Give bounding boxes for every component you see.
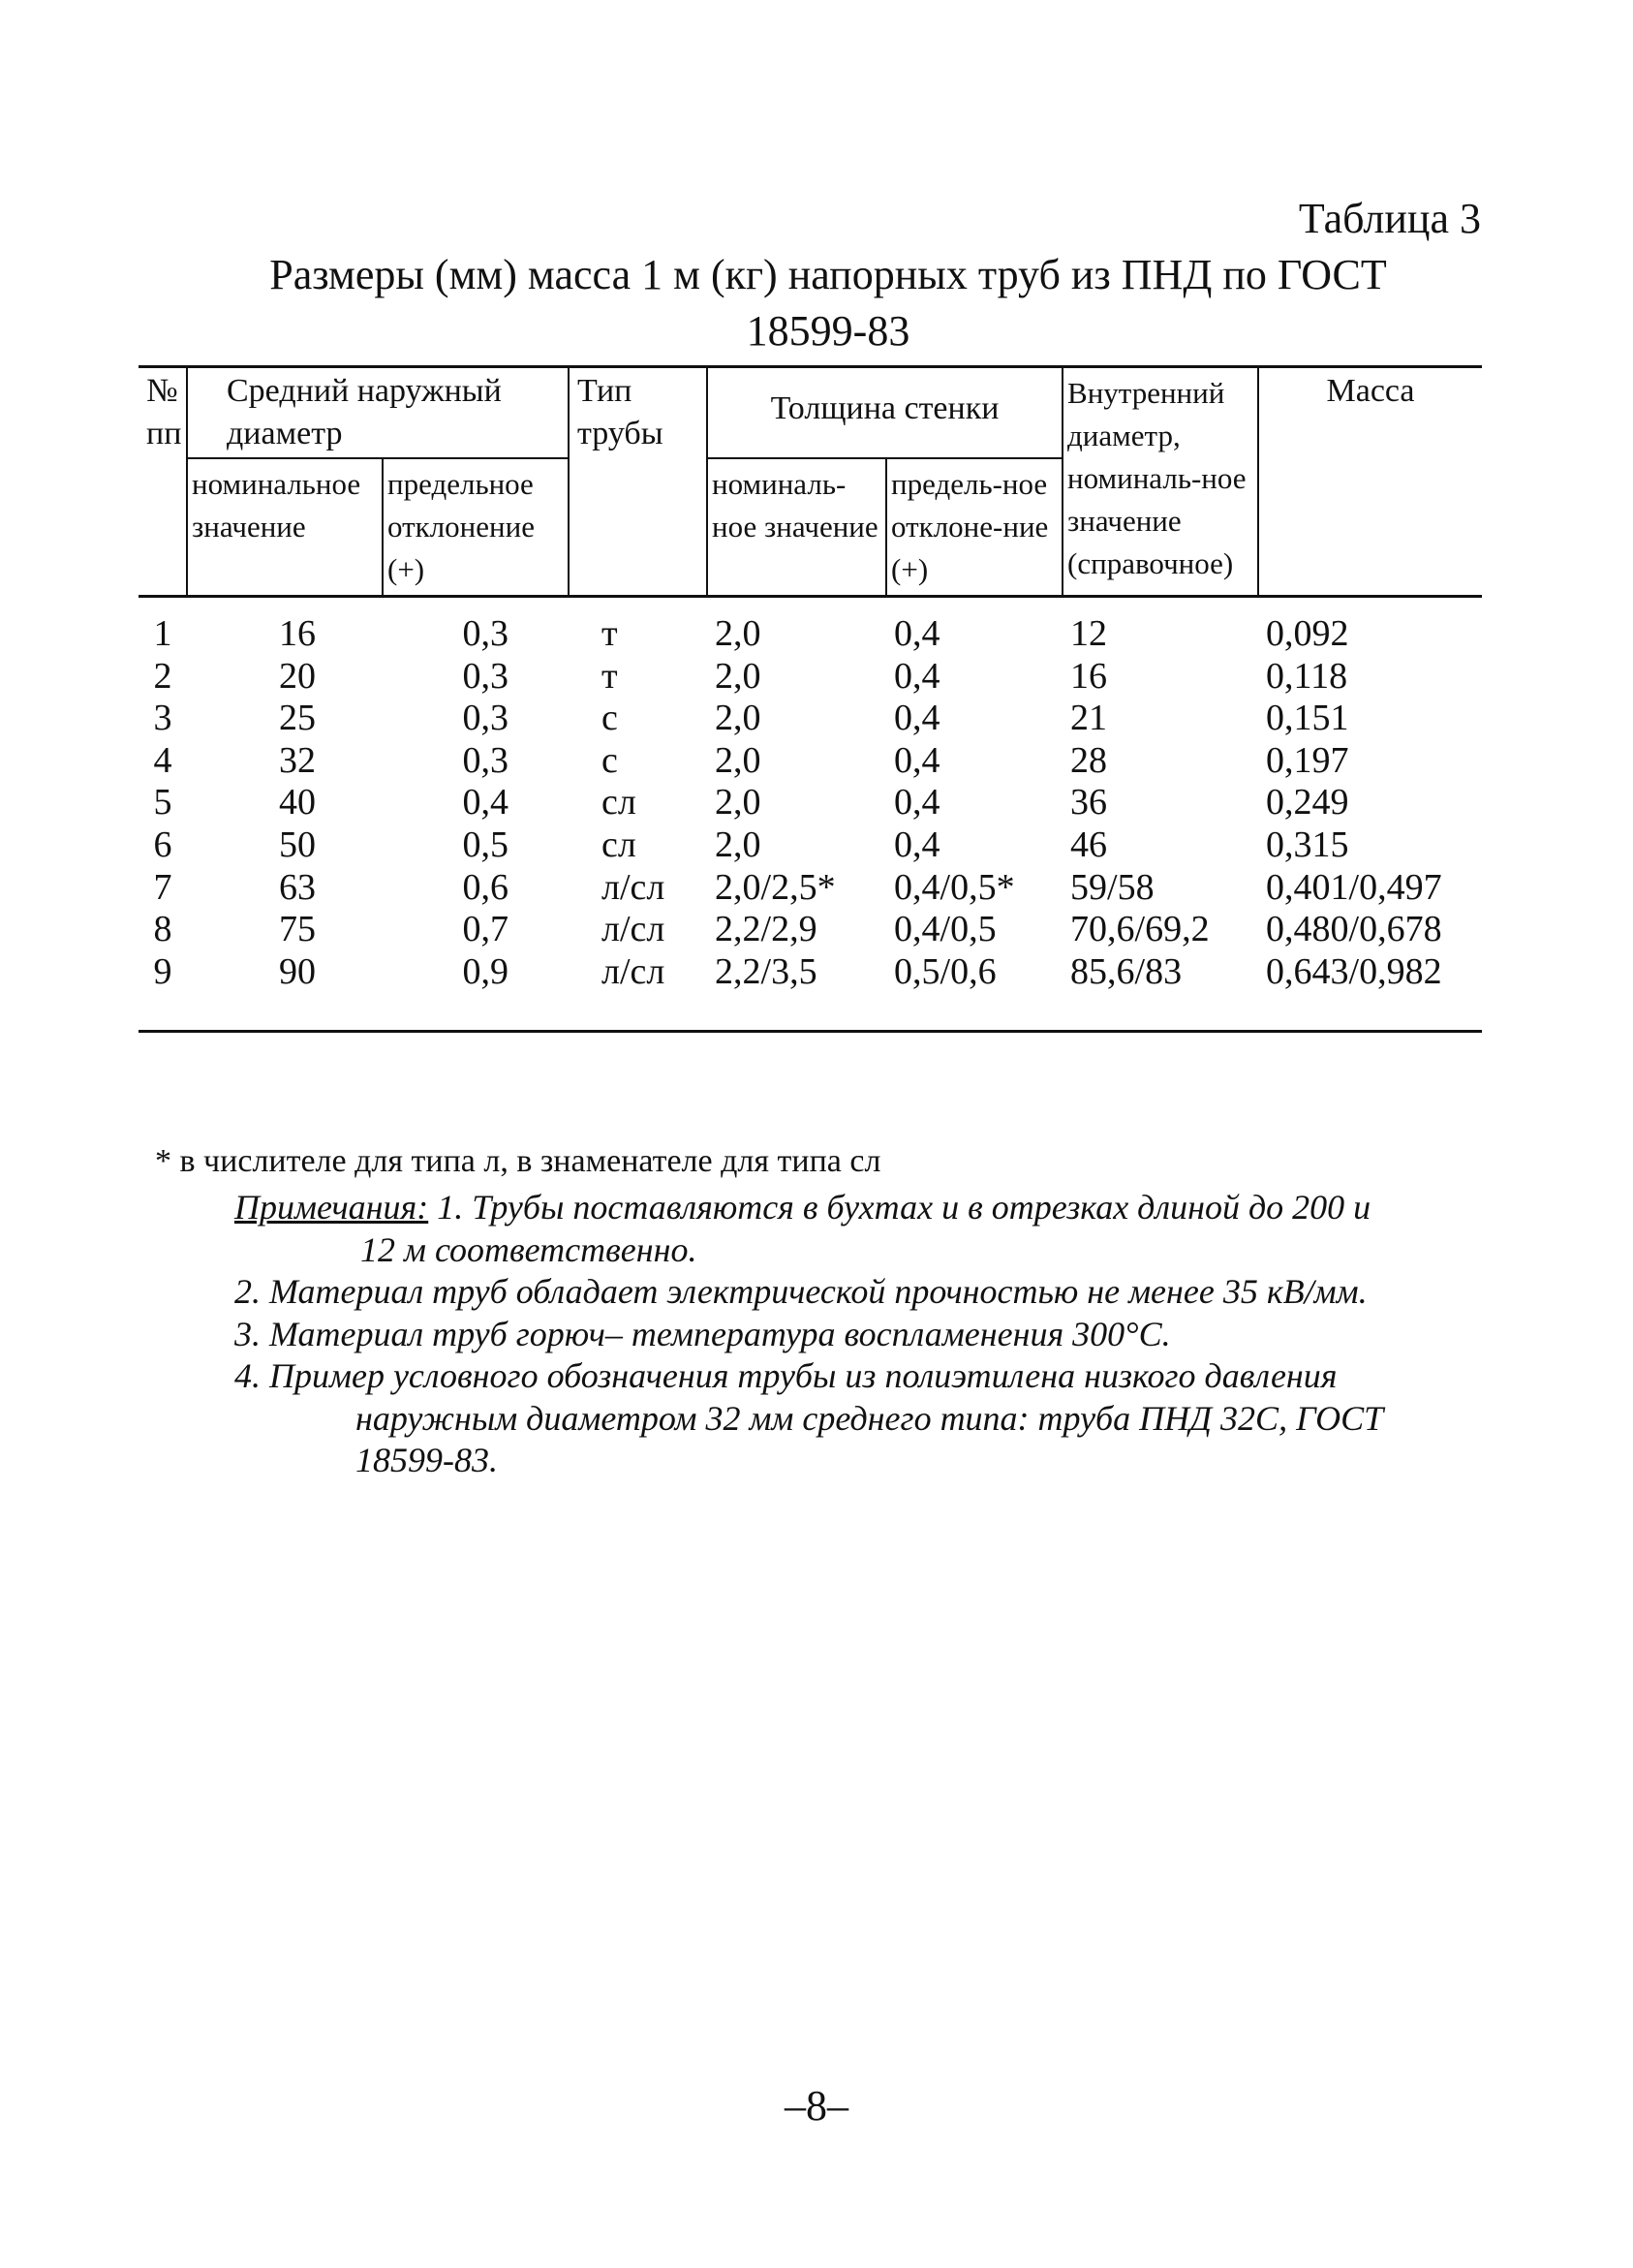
note-2: 2. Материал труб обладает электрической прочностью не менее 35 кВ/мм.: [234, 1272, 1368, 1311]
cell-mass: 0,249: [1266, 782, 1349, 823]
cell-mass: 0,315: [1266, 823, 1349, 865]
header-wt-nominal: номиналь-ное значение: [707, 458, 886, 597]
cell-mass: 0,118: [1266, 655, 1348, 697]
header-wt-deviation: предель-ное отклоне-ние (+): [886, 458, 1063, 597]
cell-od-nominal: 20: [279, 655, 316, 697]
cell-wt-deviation: 0,4/0,5*: [894, 866, 1015, 908]
cell-wt-nominal: 2,2/2,9: [715, 909, 817, 950]
cell-wt-nominal: 2,0: [715, 698, 761, 739]
cell-od-nominal: 50: [279, 823, 316, 865]
cell-od-nominal: 75: [279, 909, 316, 950]
cell-mass: 0,151: [1266, 698, 1349, 739]
cell-od-deviation: 0,6: [462, 866, 509, 908]
cell-inner-diameter: 12: [1070, 613, 1108, 654]
header-num: № пп: [139, 367, 187, 597]
note-4-line-1: 4. Пример условного обозначения трубы из полиэтилена низкого давления: [234, 1356, 1338, 1395]
table-row: [139, 656, 1482, 699]
cell-num: 7: [153, 866, 172, 908]
header-od-nominal: номинальное значение: [187, 458, 383, 597]
cell-inner-diameter: 28: [1070, 739, 1108, 781]
cell-inner-diameter: 36: [1070, 782, 1108, 823]
header-outer-diameter: Средний наружный диаметр: [187, 367, 569, 459]
cell-od-deviation: 0,5: [462, 823, 509, 865]
note-4-line-3: 18599-83.: [355, 1441, 498, 1479]
cell-od-nominal: 25: [279, 698, 316, 739]
cell-num: 5: [153, 782, 172, 823]
header-od-deviation: предельное отклонение (+): [383, 458, 569, 597]
cell-inner-diameter: 46: [1070, 823, 1108, 865]
cell-num: 2: [153, 655, 172, 697]
cell-wt-deviation: 0,4: [894, 655, 940, 697]
table-label: Таблица 3: [1298, 195, 1481, 242]
cell-num: 8: [153, 909, 172, 950]
page-number: –8–: [785, 2082, 848, 2129]
cell-pipe-type: л/сл: [569, 951, 707, 1032]
cell-od-nominal: 16: [279, 613, 316, 654]
header-inner-diameter: Внутренний диаметр, номиналь-ное значение (справочное): [1063, 367, 1258, 597]
cell-mass: 0,643/0,982: [1258, 951, 1482, 1032]
cell-wt-nominal: 2,0: [715, 782, 761, 823]
cell-num: 4: [153, 739, 172, 781]
cell-inner-diameter: 85,6/83: [1063, 951, 1258, 1032]
cell-od-nominal: 63: [279, 866, 316, 908]
cell-od-deviation: 0,3: [462, 739, 509, 781]
cell-od-deviation: 0,3: [462, 655, 509, 697]
table-footnote: * в числителе для типа л, в знаменателе для типа сл: [155, 1143, 881, 1179]
cell-wt-nominal: 2,0: [715, 655, 761, 697]
cell-num: 1: [153, 613, 172, 654]
cell-wt-deviation: 0,4/0,5: [894, 909, 997, 950]
cell-mass: 0,092: [1266, 613, 1349, 654]
cell-od-deviation: 0,7: [462, 909, 509, 950]
notes-block: [234, 1187, 1513, 1482]
note-1-text: 1. Трубы поставляются в бухтах и в отрезках длиной до 200 и: [428, 1188, 1371, 1227]
cell-pipe-type: сл: [601, 782, 636, 823]
cell-wt-nominal: 2,0/2,5*: [715, 866, 836, 908]
note-3: 3. Материал труб горюч– температура воспламенения 300°С.: [234, 1314, 1171, 1353]
cell-mass: 0,401/0,497: [1266, 866, 1442, 908]
table-row: [139, 740, 1482, 783]
cell-od-nominal: 32: [279, 739, 316, 781]
cell-pipe-type: сл: [601, 823, 636, 865]
cell-inner-diameter: 59/58: [1070, 866, 1155, 908]
header-wall-thickness: Толщина стенки: [707, 367, 1063, 459]
table-row: [139, 951, 1482, 1032]
cell-pipe-type: т: [601, 613, 618, 654]
cell-od-deviation: 0,9: [383, 951, 569, 1032]
table-row: [139, 597, 1482, 656]
table-title: [136, 247, 1521, 359]
cell-wt-deviation: 0,4: [894, 613, 940, 654]
cell-wt-nominal: 2,2/3,5: [707, 951, 886, 1032]
header-pipe-type: Тип трубы: [569, 367, 707, 597]
notes-heading: Примечания:: [234, 1188, 429, 1227]
cell-num: 3: [153, 698, 172, 739]
pipe-dimensions-table: [139, 365, 1482, 1033]
cell-od-nominal: 90: [187, 951, 383, 1032]
cell-pipe-type: л/сл: [601, 866, 665, 908]
cell-wt-deviation: 0,4: [894, 698, 940, 739]
header-row-1: [139, 367, 1482, 459]
cell-pipe-type: с: [601, 739, 618, 781]
cell-pipe-type: т: [601, 655, 618, 697]
table-title-line1: Размеры (мм) масса 1 м (кг) напорных труб из ПНД по ГОСТ: [269, 251, 1387, 298]
table-row: [139, 824, 1482, 867]
cell-mass: 0,480/0,678: [1266, 909, 1442, 950]
cell-wt-nominal: 2,0: [715, 823, 761, 865]
table-row: [139, 698, 1482, 740]
cell-wt-deviation: 0,4: [894, 823, 940, 865]
table-row: [139, 867, 1482, 910]
note-1-line-2: 12 м соответственно.: [360, 1229, 697, 1269]
table-row: [139, 782, 1482, 824]
table-title-line2: 18599-83: [746, 307, 910, 355]
cell-num: 6: [153, 823, 172, 865]
cell-inner-diameter: 21: [1070, 698, 1108, 739]
cell-wt-nominal: 2,0: [715, 613, 761, 654]
note-1-line-1: [234, 1187, 1513, 1229]
cell-od-nominal: 40: [279, 782, 316, 823]
table-row: [139, 909, 1482, 951]
cell-od-deviation: 0,3: [462, 613, 509, 654]
cell-wt-deviation: 0,4: [894, 739, 940, 781]
cell-inner-diameter: 70,6/69,2: [1070, 909, 1210, 950]
note-4-line-2: наружным диаметром 32 мм среднего типа: труба ПНД 32С, ГОСТ: [355, 1398, 1384, 1438]
cell-inner-diameter: 16: [1070, 655, 1108, 697]
cell-wt-deviation: 0,4: [894, 782, 940, 823]
cell-pipe-type: с: [601, 698, 618, 739]
cell-mass: 0,197: [1266, 739, 1349, 781]
cell-wt-nominal: 2,0: [715, 739, 761, 781]
cell-pipe-type: л/сл: [601, 909, 665, 950]
header-mass: Масса: [1258, 367, 1482, 597]
cell-od-deviation: 0,3: [462, 698, 509, 739]
cell-wt-deviation: 0,5/0,6: [886, 951, 1063, 1032]
cell-od-deviation: 0,4: [462, 782, 509, 823]
cell-num: 9: [139, 951, 187, 1032]
